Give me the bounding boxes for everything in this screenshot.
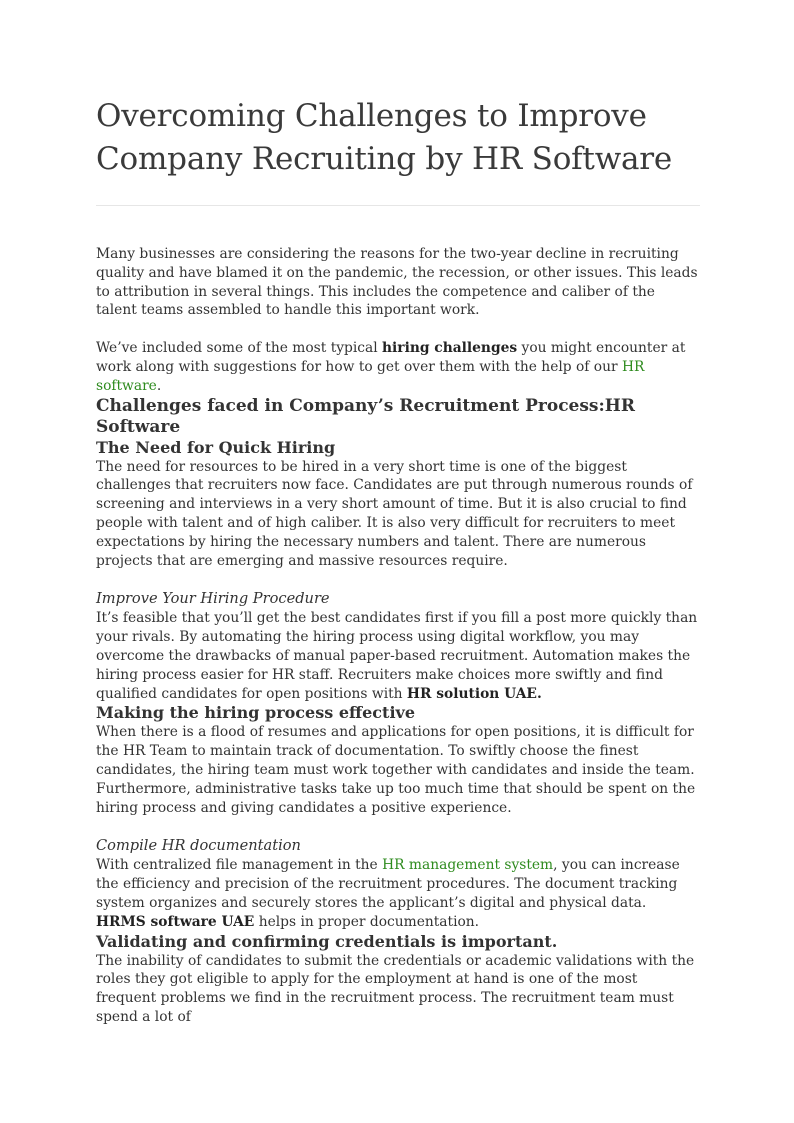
quick-hiring-paragraph: The need for resources to be hired in a very short time is one of the biggest challenges that recruiters now face. Candidates are put through numerous rounds of screening and interviews in a very short amount of time. But it is also crucial to find people with talent and of high caliber. It is also very difficult for recruiters to meet expectations by hiring the necessary numbers and talent. There are numerous projects that are emerging and massive resources require. — [96, 458, 693, 569]
intro-text-middle: you might encounter at work along with suggestions for how to get over them with the help of our — [96, 340, 686, 375]
documentation-heading: Compile HR documentation — [96, 837, 301, 855]
intro-text-end: . — [156, 377, 162, 394]
documentation-text-middle: , you can increase the efficiency and precision of the recruitment procedures. The document tracking system organizes and securely stores the applicant’s digital and physical data. — [96, 857, 680, 911]
credentials-paragraph: The inability of candidates to submit the credentials or academic validations with the roles they got eligible to apply for the employment at hand is one of the most frequent problems we find in the recruitment process. The recruitment team must spend a lot of — [96, 952, 695, 1025]
hr-management-system-link[interactable]: HR management system — [382, 857, 554, 874]
improve-hiring-text: It’s feasible that you’ll get the best candidates first if you fill a post more quickly than your rivals. By automating the hiring process using digital workflow, you may overcome the drawbacks of manual paper-based recruitment. Automation makes the hiring process easier for HR staff. Recruiters make choices more swiftly and find qualified candidates for open positions with — [96, 610, 698, 702]
hrms-software-uae-bold: HRMS software UAE — [96, 913, 255, 930]
spacer — [96, 817, 700, 836]
hr-software-link[interactable]: HR software — [96, 358, 645, 394]
article — [96, 95, 700, 1027]
documentation-text-end: helps in proper documentation. — [254, 913, 480, 930]
quick-hiring-heading: The Need for Quick Hiring — [96, 437, 336, 457]
hiring-challenges-bold: hiring challenges — [382, 340, 518, 357]
spacer — [96, 570, 700, 589]
section-heading: Challenges faced in Company’s Recruitment Process:HR Software — [96, 395, 635, 437]
effective-hiring-heading: Making the hiring process effective — [96, 703, 415, 723]
effective-hiring-paragraph: When there is a flood of resumes and applications for open positions, it is difficult for the HR Team to maintain track of documentation. To swiftly choose the finest candidates, the hiring team must work together with candidates and inside the team. Furthermore, administrative tasks take up too much time that should be spent on the hiring process and giving candidates a positive experience. — [96, 724, 696, 816]
intro-text-start: We’ve included some of the most typical — [96, 340, 383, 357]
hr-solution-uae-bold: HR solution UAE. — [406, 685, 542, 702]
credentials-heading: Validating and confirming credentials is important. — [96, 931, 558, 951]
page-title: Overcoming Challenges to Improve Company Recruiting by HR Software — [96, 98, 673, 177]
improve-hiring-paragraph — [96, 609, 700, 703]
title-divider — [96, 205, 700, 206]
intro-paragraph-2 — [96, 339, 700, 395]
intro-paragraph-1: Many businesses are considering the reasons for the two-year decline in recruiting quality and have blamed it on the pandemic, the recession, or other issues. This leads to attribution in several things. This includes the competence and caliber of the talent teams assembled to handle this important work. — [96, 246, 698, 319]
documentation-paragraph — [96, 856, 700, 931]
documentation-text-start: With centralized file management in the — [96, 857, 383, 874]
improve-hiring-heading: Improve Your Hiring Procedure — [96, 590, 330, 608]
